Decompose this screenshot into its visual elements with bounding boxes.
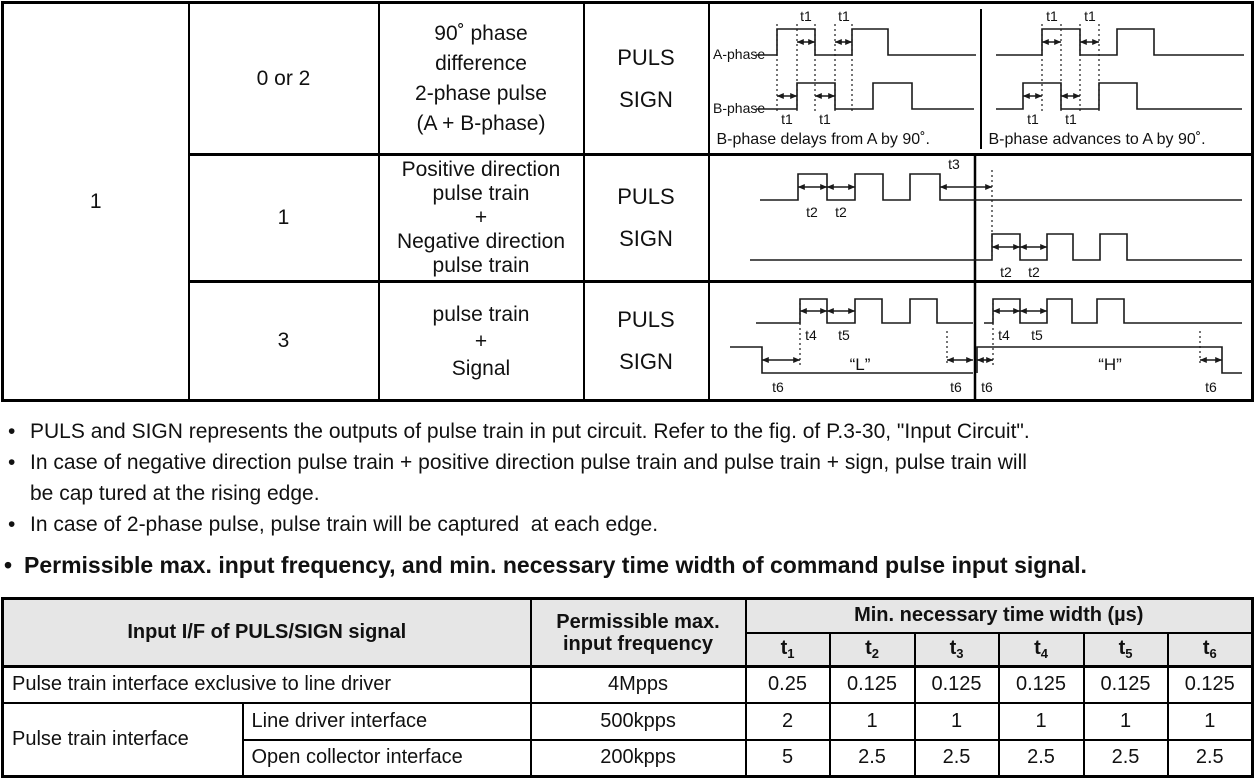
t5-label: t5 <box>837 327 850 343</box>
t5-label: t5 <box>1030 327 1043 343</box>
t5-value: 1 <box>1084 703 1168 740</box>
a-phase-label: A-phase <box>712 45 765 62</box>
t4-value: 0.125 <box>999 667 1084 703</box>
t6-label: t6 <box>949 379 962 395</box>
a-phase-trace <box>996 29 1244 55</box>
t2-label: t2 <box>999 264 1012 280</box>
t6-col-header: $t_6$ <box>1168 633 1253 667</box>
caption-advance: B-phase advances to A by 90˚. <box>988 130 1206 148</box>
frequency-cell: 500kpps <box>531 703 746 740</box>
puls-trace-left <box>756 299 973 323</box>
t3-value: 0.125 <box>915 667 999 703</box>
t1-label: t1 <box>1045 8 1058 24</box>
setting-cell: 1 <box>189 155 379 282</box>
mode-value-cell: 1 <box>3 3 189 401</box>
frequency-cell: 4Mpps <box>531 667 746 703</box>
time-width-header: Min. necessary time width (µs) <box>746 599 1253 633</box>
t2-label: t2 <box>805 204 818 220</box>
waveform-bphase-delay <box>710 9 982 149</box>
description-line: (A + B-phase) <box>416 111 546 135</box>
t6-label: t6 <box>980 379 993 395</box>
t1-value: 5 <box>746 740 830 777</box>
description-line: Signal <box>451 356 511 380</box>
pulse-sign-diagram <box>710 283 1253 399</box>
t2-value: 0.125 <box>830 667 915 703</box>
t1-label: t1 <box>1026 110 1039 127</box>
signal-names-cell <box>584 282 709 401</box>
t6-label: t6 <box>1204 379 1217 395</box>
table-row <box>3 703 1253 740</box>
description-line: difference <box>435 51 527 75</box>
t6-label: t6 <box>771 379 784 395</box>
t3-value: 2.5 <box>915 740 999 777</box>
waveform-cell-pulse-sign <box>709 282 1253 401</box>
t6-value: 1 <box>1168 703 1253 740</box>
description-line: + <box>474 206 488 229</box>
table-row <box>3 155 1253 282</box>
section-heading-text: Permissible max. input frequency, and min. necessary time width of command pulse input signal. <box>24 552 1087 578</box>
t1-value: 0.25 <box>746 667 830 703</box>
t1-col-header: $t_1$ <box>746 633 830 667</box>
t5-value: 0.125 <box>1084 667 1168 703</box>
caption-delay: B-phase delays from A by 90˚. <box>716 130 930 148</box>
puls-label: PULS <box>617 184 675 209</box>
sign-high-label: “H” <box>1097 355 1122 374</box>
description-line: 90˚ phase <box>434 21 528 45</box>
t1-label: t1 <box>780 110 793 127</box>
t1-label: t1 <box>837 8 850 24</box>
note <box>8 509 1248 540</box>
note-text: be cap tured at the rising edge. <box>30 482 320 505</box>
t3-label: t3 <box>947 156 960 172</box>
note <box>8 447 1248 478</box>
t1-value: 2 <box>746 703 830 740</box>
table-row <box>3 282 1253 401</box>
t2-value: 1 <box>830 703 915 740</box>
description-line: + <box>474 329 488 353</box>
notes-block <box>8 416 1248 540</box>
t4-value: 2.5 <box>999 740 1084 777</box>
table-row <box>3 667 1253 703</box>
input-if-header: Input I/F of PULS/SIGN signal <box>3 599 531 667</box>
bullet: • <box>8 513 16 536</box>
setting-cell: 3 <box>189 282 379 401</box>
section-heading <box>4 552 1087 579</box>
note-text: PULS and SIGN represents the outputs of pulse train in put circuit. Refer to the fig. of P.3-30, "Input Circuit". <box>30 420 1030 443</box>
sign-low-label: “L” <box>849 355 870 374</box>
a-phase-trace <box>756 29 976 55</box>
description-line: 2-phase pulse <box>415 81 547 105</box>
frequency-cell: 200kpps <box>531 740 746 777</box>
frequency-spec-table <box>1 597 1254 778</box>
puls-label: PULS <box>617 44 675 70</box>
t2-value: 2.5 <box>830 740 915 777</box>
frequency-header <box>531 599 746 667</box>
puls-label: PULS <box>617 307 675 332</box>
signal-names-cell <box>584 155 709 282</box>
t4-label: t4 <box>804 327 817 343</box>
t6-value: 0.125 <box>1168 667 1253 703</box>
sign-label: SIGN <box>619 349 673 374</box>
note-continuation <box>8 478 1248 509</box>
note-text: In case of negative direction pulse train + positive direction pulse train and pulse train + sign, pulse train will <box>30 451 1027 474</box>
signal-names-cell <box>584 3 709 155</box>
frequency-header-line: input frequency <box>563 632 714 655</box>
t4-col-header: $t_4$ <box>999 633 1084 667</box>
b-phase-label: B-phase <box>712 99 765 116</box>
t5-col-header: $t_5$ <box>1084 633 1168 667</box>
t2-col-header: $t_2$ <box>830 633 915 667</box>
t2-label: t2 <box>1027 264 1040 280</box>
description-cell <box>379 3 584 155</box>
waveform-cell-cw-ccw <box>709 155 1253 282</box>
command-pulse-mode-table <box>1 1 1254 402</box>
header-row <box>3 599 1253 633</box>
bullet: • <box>8 420 16 443</box>
waveform-bphase-advance <box>982 9 1252 149</box>
interface-cell: Pulse train interface exclusive to line driver <box>3 667 531 703</box>
description-cell <box>379 155 584 282</box>
note-text: In case of 2-phase pulse, pulse train will be captured at each edge. <box>30 513 659 536</box>
frequency-header-line: Permissible max. <box>556 610 720 633</box>
t1-label: t1 <box>799 8 812 24</box>
bullet: • <box>4 552 13 578</box>
sign-label: SIGN <box>619 226 673 251</box>
sign-label: SIGN <box>619 86 673 112</box>
description-line: Negative direction <box>396 230 566 253</box>
description-line: pulse train <box>432 182 530 205</box>
quadrature-delay-diagram <box>710 9 980 127</box>
t5-value: 2.5 <box>1084 740 1168 777</box>
t4-label: t4 <box>997 327 1010 343</box>
waveform-cell-2phase <box>709 3 1253 155</box>
t1-label: t1 <box>818 110 831 127</box>
t1-label: t1 <box>1064 110 1077 127</box>
quadrature-advance-diagram <box>982 9 1252 127</box>
interface-cell: Line driver interface <box>243 703 531 740</box>
t3-value: 1 <box>915 703 999 740</box>
cw-ccw-pulse-diagram <box>710 156 1253 280</box>
interface-cell: Open collector interface <box>243 740 531 777</box>
description-cell <box>379 282 584 401</box>
bullet: • <box>8 451 16 474</box>
t2-label: t2 <box>834 204 847 220</box>
description-line: pulse train <box>432 254 530 277</box>
t4-value: 1 <box>999 703 1084 740</box>
t1-label: t1 <box>1083 8 1096 24</box>
t6-value: 2.5 <box>1168 740 1253 777</box>
setting-cell: 0 or 2 <box>189 3 379 155</box>
t3-col-header: $t_3$ <box>915 633 999 667</box>
description-line: Positive direction <box>401 158 561 181</box>
interface-group-cell: Pulse train interface <box>3 703 243 777</box>
table-row <box>3 3 1253 155</box>
description-line: pulse train <box>432 302 530 326</box>
note <box>8 416 1248 447</box>
